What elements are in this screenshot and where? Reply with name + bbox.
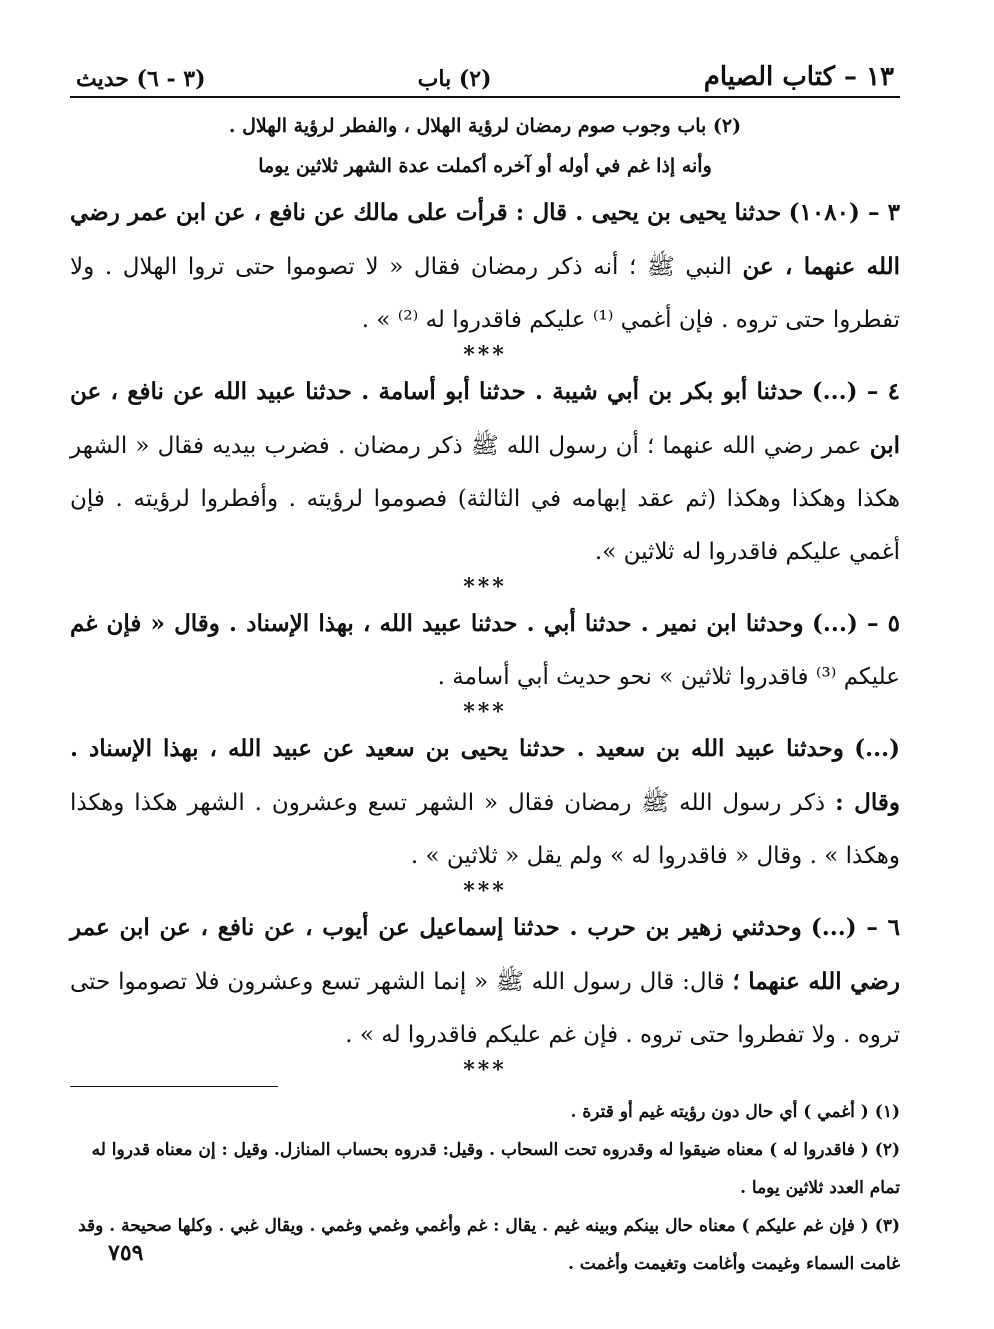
- footnotes: [70, 1093, 900, 1283]
- hadith-sanad: حدثنا أبو بكر بن أبي شيبة . حدثنا أبو أسامة . حدثنا عبيد الله عن نافع ، عن ابن: [70, 378, 901, 459]
- hadith-sanad: وحدثنا عبيد الله بن سعيد . حدثنا يحيى بن سعيد عن عبيد الله ، بهذا الإسناد . وقال :: [70, 735, 900, 816]
- hadith-number: ٤ – (...): [811, 378, 900, 405]
- chapter-title: [70, 106, 900, 186]
- separator: ***: [463, 699, 507, 725]
- hadith-text: النبي ﷺ ؛ أنه ذكر رمضان فقال « لا تصوموا حتى تروا الهلال . ولا تفطروا حتى تروه . فإن أغمي ⁽¹⁾ عليكم فاقدروا له ⁽²⁾ » .: [70, 254, 900, 333]
- hadith-sanad: وحدثنا ابن نمير . حدثنا أبي . حدثنا عبيد الله ، بهذا الإسناد . وقال « فإن غم: [70, 610, 804, 637]
- separator: ***: [463, 1057, 507, 1083]
- chapter-title-line-2: وأنه إذا غم في أوله أو آخره أكملت عدة الشهر ثلاثين يوما: [258, 155, 712, 177]
- hadith-number: ٥ – (...): [812, 610, 901, 637]
- hadith-text: ذكر رسول الله ﷺ رمضان فقال « الشهر تسع وعشرون . الشهر هكذا وهكذا وهكذا » . وقال « فاقدروا له » ولم يقل « ثلاثين » .: [70, 790, 900, 869]
- hadith-5: [70, 597, 900, 704]
- chapter-title-line-1: (٢) باب وجوب صوم رمضان لرؤية الهلال ، والفطر لرؤية الهلال .: [228, 115, 742, 137]
- hadith-4: [70, 365, 900, 579]
- page-number: ٧٥٩: [108, 1240, 144, 1266]
- footnote-3: (٣) ( فإن غم عليكم ) معناه حال بينكم وبينه غيم . يقال : غم وأغمي وغمي وغمي . ويقال غبي . وكلها صحيحة . وقد غامت السماء وغيمت وأغامت وتغيمت وأغمت .: [78, 1216, 900, 1274]
- hadith-number: ٣ – (١٠٨٠): [788, 199, 901, 226]
- hadith-3: [70, 186, 900, 347]
- hadith-sanad: حدثنا يحيى بن يحيى . قال : قرأت على مالك عن نافع ، عن ابن عمر رضي الله عنهما ، عن: [70, 199, 901, 280]
- hadith-sanad: وحدثني زهير بن حرب . حدثنا إسماعيل عن أيوب ، عن نافع ، عن ابن عمر رضي الله عنهما ؛: [70, 914, 900, 995]
- separator: ***: [463, 574, 507, 600]
- footnote-2: (٢) ( فاقدروا له ) معناه ضيقوا له وقدروه تحت السحاب . وقيل: قدروه بحساب المنازل. وقيل : إن معناه قدروا له تمام العدد ثلاثين يوما .: [91, 1140, 900, 1198]
- hadith-5b: [70, 722, 900, 883]
- hadith-text: عمر رضي الله عنهما ؛ أن رسول الله ﷺ ذكر رمضان . فضرب بيديه فقال « الشهر هكذا وهكذا وهكذا (ثم عقد إبهامه في الثالثة) فصوموا لرؤيته . وأفطروا لرؤيته . فإن أغمي عليكم فاقدروا له ثلاثين ».: [70, 433, 900, 565]
- running-header: [70, 50, 900, 98]
- hadith-6: [70, 901, 900, 1062]
- footnote-divider: [70, 1086, 278, 1087]
- separator: ***: [463, 878, 507, 904]
- header-book-title: ١٣ – كتاب الصيام: [703, 62, 894, 92]
- hadith-text: عليكم ⁽³⁾ فاقدروا ثلاثين » نحو حديث أبي أسامة .: [437, 664, 900, 690]
- hadith-number: ٦ – (...): [810, 914, 900, 941]
- separator: ***: [463, 342, 507, 368]
- header-chapter-number: (٢) باب: [417, 66, 492, 92]
- hadith-number: (...): [854, 735, 901, 762]
- header-hadith-range: (٣ - ٦) حديث: [76, 66, 206, 92]
- hadith-text: قال: قال رسول الله ﷺ « إنما الشهر تسع وعشرون فلا تصوموا حتى تروه . ولا تفطروا حتى تروه . فإن غم عليكم فاقدروا له » .: [70, 969, 900, 1048]
- page: [70, 50, 900, 1283]
- footnote-1: (١) ( أغمي ) أي حال دون رؤيته غيم أو قترة .: [570, 1102, 900, 1122]
